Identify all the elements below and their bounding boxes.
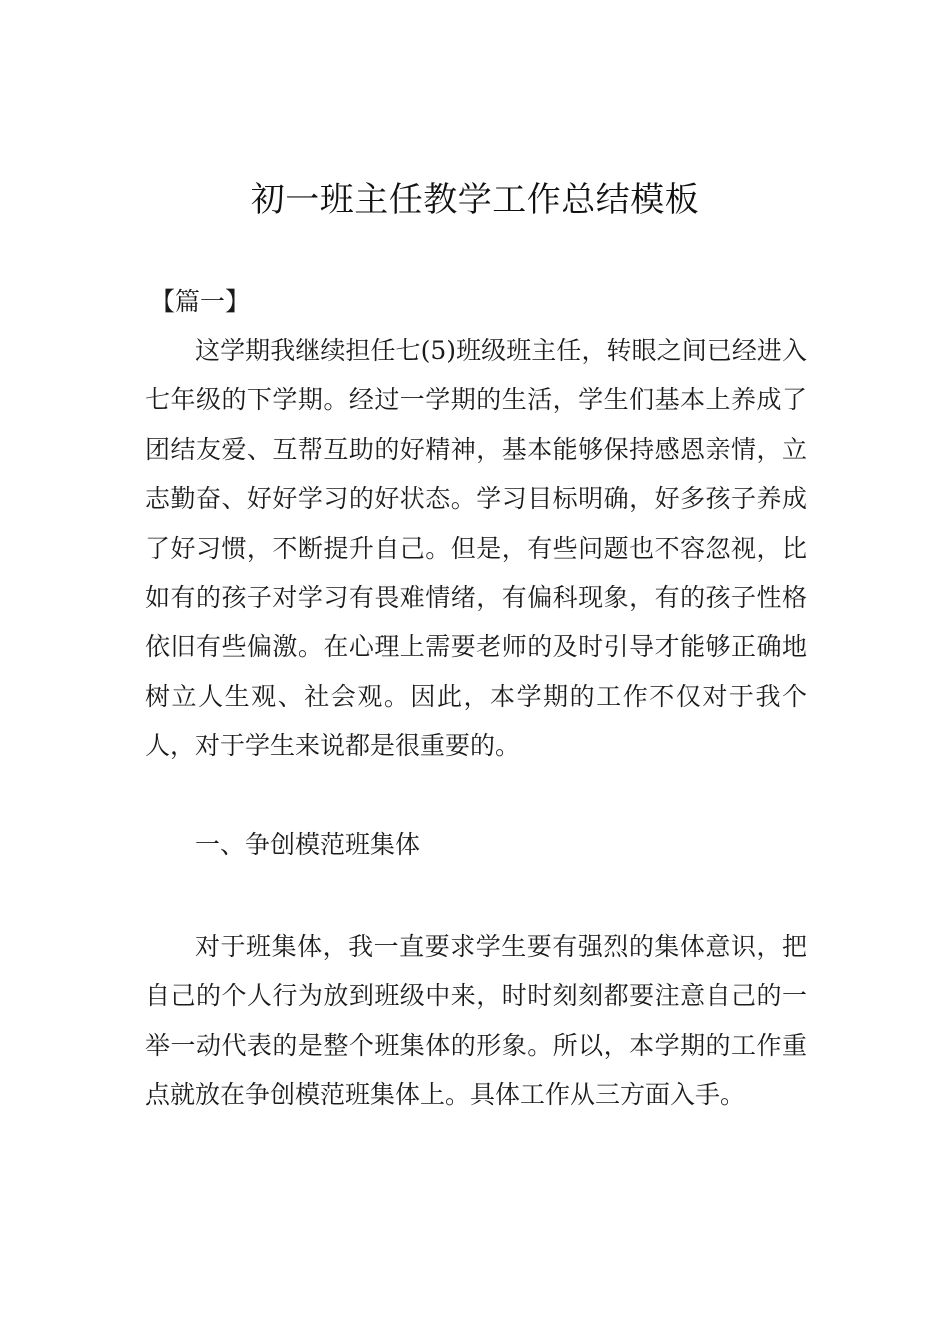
- paragraph-intro: 这学期我继续担任七(5)班级班主任，转眼之间已经进入七年级的下学期。经过一学期的生活，学生们基本上养成了团结友爱、互帮互助的好精神，基本能够保持感恩亲情，立志勤奋、好好学习的好状态。学习目标明确，好多孩子养成了好习惯，不断提升自己。但是，有些问题也不容忽视，比如有的孩子对学习有畏难情绪，有偏科现象，有的孩子性格依旧有些偏激。在心理上需要老师的及时引导才能够正确地树立人生观、社会观。因此，本学期的工作不仅对于我个人，对于学生来说都是很重要的。: [145, 336, 807, 761]
- document-title: 初一班主任教学工作总结模板: [250, 180, 700, 220]
- section-label: 【篇一】: [150, 287, 251, 316]
- paragraph-collective: 对于班集体，我一直要求学生要有强烈的集体意识，把自己的个人行为放到班级中来，时时刻刻都要注意自己的一举一动代表的是整个班集体的形象。所以，本学期的工作重点就放在争创模范班集体上。具体工作从三方面入手。: [145, 932, 807, 1110]
- section-heading: 一、争创模范班集体: [195, 830, 421, 859]
